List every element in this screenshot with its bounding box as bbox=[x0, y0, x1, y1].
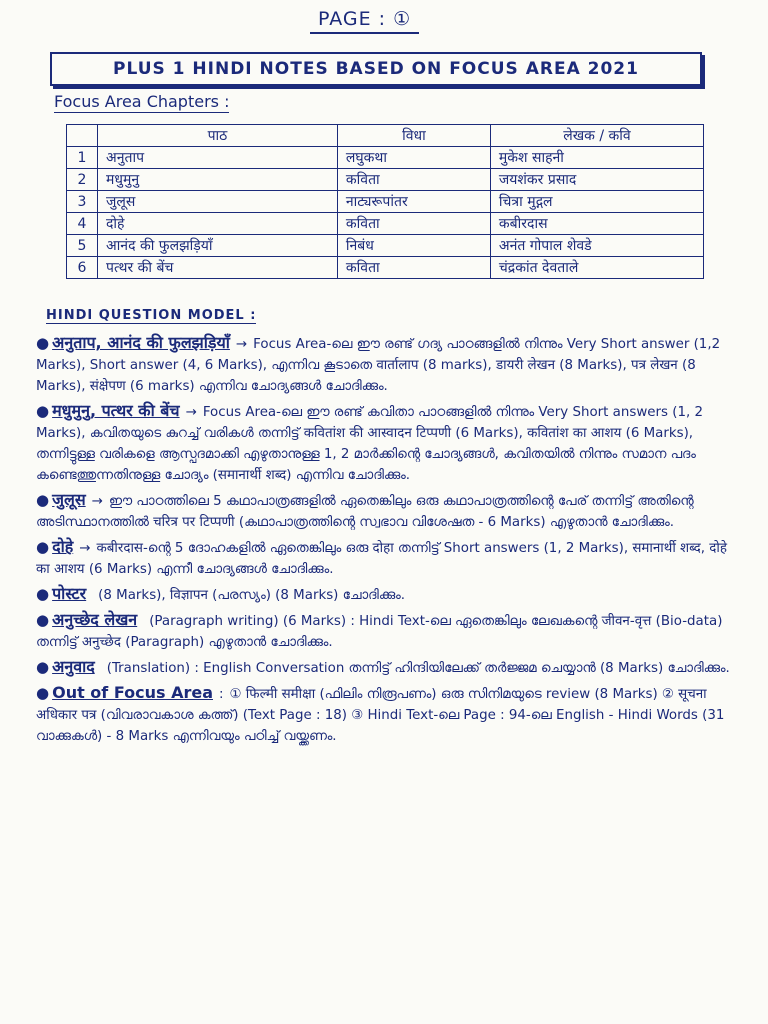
chapter-name: आनंद की फुलझड़ियाँ bbox=[98, 235, 338, 257]
chapter-name: मधुमुनु bbox=[98, 169, 338, 191]
table-header-cell: पाठ bbox=[98, 125, 338, 147]
table-row bbox=[67, 235, 704, 257]
row-number: 5 bbox=[67, 235, 98, 257]
note-heading: मधुमुनु, पत्थर की बेंच bbox=[52, 401, 180, 420]
note-body: Focus Area-ലെ ഈ രണ്ട് ഗദ്യ പാഠങ്ങളിൽ നിന്നും Very Short answer (1,2 Marks), Short answer (4, 6 Marks), എന്നിവ കൂടാതെ वार्तालाप (8 marks), डायरी लेखन (8 Marks), पत्र लेखन (8 Marks), संक्षेपण (6 marks) എന്നിവ ചോദ്യങ്ങൾ ചോദിക്കും. bbox=[36, 337, 721, 394]
page-number: PAGE : ① bbox=[310, 8, 419, 34]
note-heading: अनुच्छेद लेखन bbox=[52, 610, 138, 629]
chapter-genre: कविता bbox=[337, 213, 490, 235]
table-row bbox=[67, 257, 704, 279]
chapter-author: कबीरदास bbox=[490, 213, 703, 235]
note-item bbox=[36, 609, 736, 653]
note-item bbox=[36, 400, 736, 486]
note-heading: जुलूस bbox=[52, 490, 86, 509]
row-number: 6 bbox=[67, 257, 98, 279]
note-item bbox=[36, 656, 736, 679]
row-number: 1 bbox=[67, 147, 98, 169]
note-body: कबीरदास-ന്റെ 5 ദോഹകളിൽ ഏതെങ്കിലും ഒരു दोहा തന്നിട്ട് Short answers (1, 2 Marks), समानार्थी शब्द, दोहे का आशय (6 Marks) എന്നീ ചോദ്യങ്ങൾ ചോദിക്കും. bbox=[36, 541, 727, 577]
row-number: 4 bbox=[67, 213, 98, 235]
notes-list bbox=[36, 332, 736, 750]
chapter-author: मुकेश साहनी bbox=[490, 147, 703, 169]
arrow-icon: → bbox=[235, 337, 248, 352]
note-heading: अनुवाद bbox=[52, 657, 95, 676]
note-body: (Paragraph writing) (6 Marks) : Hindi Text-ലെ ഏതെങ്കിലും ലേഖകന്റെ जीवन-वृत्त (Bio-data) തന്നിട്ട് अनुच्छेद (Paragraph) എഴുതാൻ ചോദിക്കും. bbox=[36, 614, 723, 650]
table-header-cell: लेखक / कवि bbox=[490, 125, 703, 147]
note-heading: अनुताप, आनंद की फुलझड़ियाँ bbox=[52, 333, 230, 352]
table-row bbox=[67, 213, 704, 235]
note-heading: पोस्टर bbox=[52, 584, 87, 603]
chapter-genre: नाट्यरूपांतर bbox=[337, 191, 490, 213]
note-body: ① फिल्मी समीक्षा (ഫിലിം നിരൂപണം) ഒരു സിനിമയുടെ review (8 Marks) ② सूचना अधिकार पत्र (വിവരാവകാശ കത്ത്) (Text Page : 18) ③ Hindi Text-ലെ Page : 94-ലെ English - Hindi Words (31 വാക്കുകൾ) - 8 Marks എന്നിവയും പഠിച്ച് വയ്ക്കണം. bbox=[36, 687, 725, 744]
note-item bbox=[36, 332, 736, 397]
arrow-icon: : bbox=[219, 687, 224, 702]
table-header-row bbox=[67, 125, 704, 147]
note-body: (Translation) : English Conversation തന്നിട്ട് ഹിന്ദിയിലേക്ക് തർജ്ജമ ചെയ്യാൻ (8 Marks) ചോദിക്കും. bbox=[106, 661, 730, 676]
bullet-icon: ● bbox=[36, 585, 50, 603]
row-number: 2 bbox=[67, 169, 98, 191]
note-body: Focus Area-ലെ ഈ രണ്ട് കവിതാ പാഠങ്ങളിൽ നിന്നും Very Short answers (1, 2 Marks), കവിതയുടെ കുറച്ച് വരികൾ തന്നിട്ട് कवितांश की आस्वादन टिप्पणी (6 Marks), कवितांश का आशय (6 Marks), തന്നിട്ടുള്ള വരികളെ ആസ്പദമാക്കി എഴുതാനുള്ള 1, 2 മാർക്കിന്റെ ചോദ്യങ്ങൾ, കവിതയിൽ നിന്നും സമാന പദം കണ്ടെത്തുന്നതിനുള്ള ചോദ്യം (समानार्थी शब्द) എന്നിവ ചോദിക്കും. bbox=[36, 405, 704, 483]
chapter-name: जुलूस bbox=[98, 191, 338, 213]
bullet-icon: ● bbox=[36, 658, 50, 676]
note-item bbox=[36, 536, 736, 580]
chapter-name: अनुताप bbox=[98, 147, 338, 169]
note-item bbox=[36, 682, 736, 747]
chapter-genre: कविता bbox=[337, 169, 490, 191]
arrow-icon: → bbox=[79, 541, 91, 556]
table-row bbox=[67, 191, 704, 213]
chapter-author: चंद्रकांत देवताले bbox=[490, 257, 703, 279]
focus-area-heading: Focus Area Chapters : bbox=[54, 92, 230, 111]
chapter-genre: निबंध bbox=[337, 235, 490, 257]
bullet-icon: ● bbox=[36, 334, 50, 352]
chapter-name: पत्थर की बेंच bbox=[98, 257, 338, 279]
note-heading: दोहे bbox=[52, 537, 74, 556]
table-row bbox=[67, 147, 704, 169]
chapter-genre: लघुकथा bbox=[337, 147, 490, 169]
chapter-genre: कविता bbox=[337, 257, 490, 279]
chapter-author: अनंत गोपाल शेवडे bbox=[490, 235, 703, 257]
chapters-table bbox=[66, 124, 704, 279]
arrow-icon: → bbox=[185, 405, 197, 420]
bullet-icon: ● bbox=[36, 402, 50, 420]
note-heading: Out of Focus Area bbox=[52, 683, 213, 702]
note-item bbox=[36, 583, 736, 606]
note-item bbox=[36, 489, 736, 533]
table-header-cell: विधा bbox=[337, 125, 490, 147]
bullet-icon: ● bbox=[36, 491, 50, 509]
chapter-name: दोहे bbox=[98, 213, 338, 235]
chapter-author: चित्रा मुद्गल bbox=[490, 191, 703, 213]
table-header-cell bbox=[67, 125, 98, 147]
row-number: 3 bbox=[67, 191, 98, 213]
question-model-heading: HINDI QUESTION MODEL : bbox=[46, 308, 257, 323]
bullet-icon: ● bbox=[36, 538, 50, 556]
bullet-icon: ● bbox=[36, 611, 50, 629]
note-body: (8 Marks), विज्ञापन (പരസ്യം) (8 Marks) ചോദിക്കും. bbox=[98, 588, 405, 603]
note-body: ഈ പാഠത്തിലെ 5 കഥാപാത്രങ്ങളിൽ ഏതെങ്കിലും ഒരു കഥാപാത്രത്തിന്റെ പേര് തന്നിട്ട് അതിന്റെ അടിസ്ഥാനത്തിൽ चरित्र पर टिप्पणी (കഥാപാത്രത്തിന്റെ സ്വഭാവ വിശേഷത - 6 Marks) എഴുതാൻ ചോദിക്കും. bbox=[36, 494, 694, 530]
table-row bbox=[67, 169, 704, 191]
chapter-author: जयशंकर प्रसाद bbox=[490, 169, 703, 191]
arrow-icon: → bbox=[91, 494, 103, 509]
page-title: PLUS 1 HINDI NOTES BASED ON FOCUS AREA 2021 bbox=[50, 52, 702, 86]
bullet-icon: ● bbox=[36, 684, 50, 702]
